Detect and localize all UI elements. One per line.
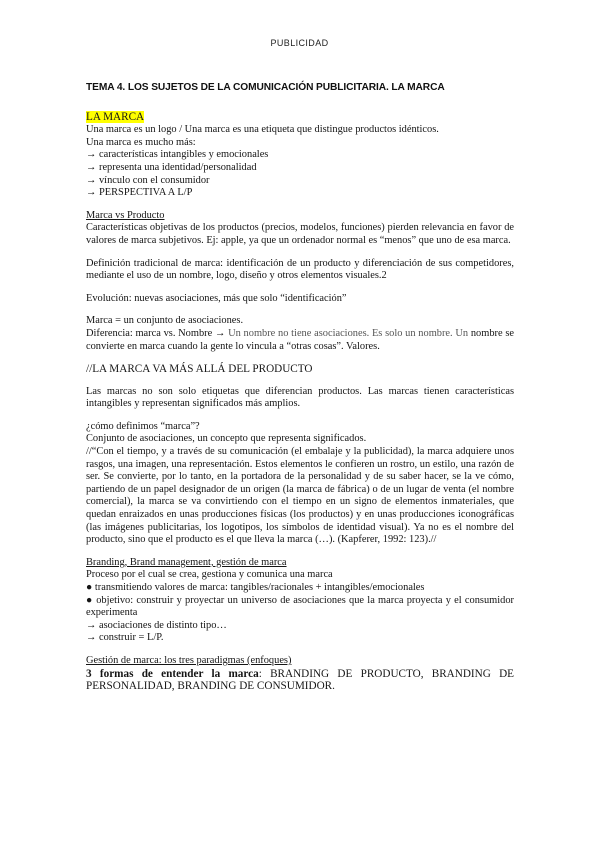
paragraph: Definición tradicional de marca: identificación de un producto y diferenciación de sus competidores, mediante el uso de un nombre, logo, diseño y otros elementos visuales.2 <box>86 257 514 282</box>
section-branding <box>86 557 514 645</box>
text-span: : BRANDING DE PRODUCTO, BRANDING DE PERSONALIDAD, BRANDING DE CONSUMIDOR. <box>86 667 514 693</box>
section-paradigmas <box>86 655 514 693</box>
definition-line: Conjunto de asociaciones, un concepto que representa significados. <box>86 433 367 445</box>
paragraph <box>86 328 514 353</box>
text-line: Una marca es un logo / Una marca es una etiqueta que distingue productos idénticos. <box>86 124 439 136</box>
page-header: PUBLICIDAD <box>270 38 329 48</box>
section-heading-marca-vs-producto: Marca vs Producto <box>86 209 165 221</box>
section-heading-la-marca <box>86 111 514 125</box>
arrow-item: → PERSPECTIVA A L/P <box>86 187 193 199</box>
bullet-item: ● objetivo: construir y proyectar un universo de asociaciones que la marca proyecta y el consumidor experimenta <box>86 594 514 619</box>
paragraph: Las marcas no son solo etiquetas que diferencian productos. Las marcas tienen características intangibles y representan significados más amplios. <box>86 385 514 410</box>
section-mas-alla <box>86 363 514 547</box>
bold-text: 3 formas de entender la marca <box>86 667 259 680</box>
paragraph: Marca = un conjunto de asociaciones. <box>86 315 244 327</box>
arrow-item: → vínculo con el consumidor <box>86 174 210 186</box>
section-heading-branding: Branding, Brand management, gestión de marca <box>86 556 287 568</box>
question-line: ¿cómo definimos “marca”? <box>86 420 200 432</box>
section-marca-vs-producto <box>86 210 514 353</box>
page-title: TEMA 4. LOS SUJETOS DE LA COMUNICACIÓN PUBLICITARIA. LA MARCA <box>86 82 445 93</box>
text-line: Una marca es mucho más: <box>86 136 196 148</box>
section-la-marca <box>86 111 514 200</box>
arrow-item: → asociaciones de distinto tipo… <box>86 619 227 631</box>
highlighted-heading: LA MARCA <box>86 110 145 123</box>
arrow-item: → construir = L/P. <box>86 632 164 644</box>
section-heading-paradigmas: Gestión de marca: los tres paradigmas (enfoques) <box>86 654 292 666</box>
text-span: nombre se convierte en marca cuando la gente lo vincula a “otras cosas”. Valores. <box>86 327 514 352</box>
paragraph: Características objetivas de los productos (precios, modelos, funciones) pierden relevancia en favor de valores de marca subjetivos. Ej: apple, ya que un ordenador normal es “menos” que uno de esa marca. <box>86 222 514 246</box>
quote-paragraph: //“Con el tiempo, y a través de su comunicación (el embalaje y la publicidad), la marca adquiere unos rasgos, una imagen, una representación. Estos elementos le confieren un rostro, un estilo, una razón de ser. Se convierte, por lo tanto, en la portadora de la personalidad y de su saber hacer, se la ve cómo, partiendo de un papel designador de un origen (la marca de fábrica) o de un lugar de venta (el nombre comercial), la marca se va convirtiendo con el tiempo en un signo de elementos inmateriales, que quedan enraizados en unas producciones físicas (los productos) y en unas producciones iconográficas (las imágenes publicitarias, los logotipos, los símbolos de identidad visual). Ya no es el nombre del producto, sino que el producto es el que lleva la marca (…). (Kapferer, 1992: 123).// <box>86 446 514 546</box>
section-heading-mas-alla: //LA MARCA VA MÁS ALLÁ DEL PRODUCTO <box>86 363 313 376</box>
gray-text-span: Un nombre no tiene asociaciones. Es solo un nombre. Un <box>228 327 469 339</box>
bullet-item: ● transmitiendo valores de marca: tangibles/racionales + intangibles/emocionales <box>86 582 425 593</box>
arrow-item: → representa una identidad/personalidad <box>86 161 257 173</box>
arrow-item: → características intangibles y emocionales <box>86 149 269 161</box>
paragraph <box>86 668 514 693</box>
document-body <box>86 82 514 693</box>
text-line: Proceso por el cual se crea, gestiona y comunica una marca <box>86 569 333 581</box>
paragraph: Evolución: nuevas asociaciones, más que solo “identificación” <box>86 292 347 304</box>
text-span: Diferencia: marca vs. Nombre → <box>86 327 229 339</box>
